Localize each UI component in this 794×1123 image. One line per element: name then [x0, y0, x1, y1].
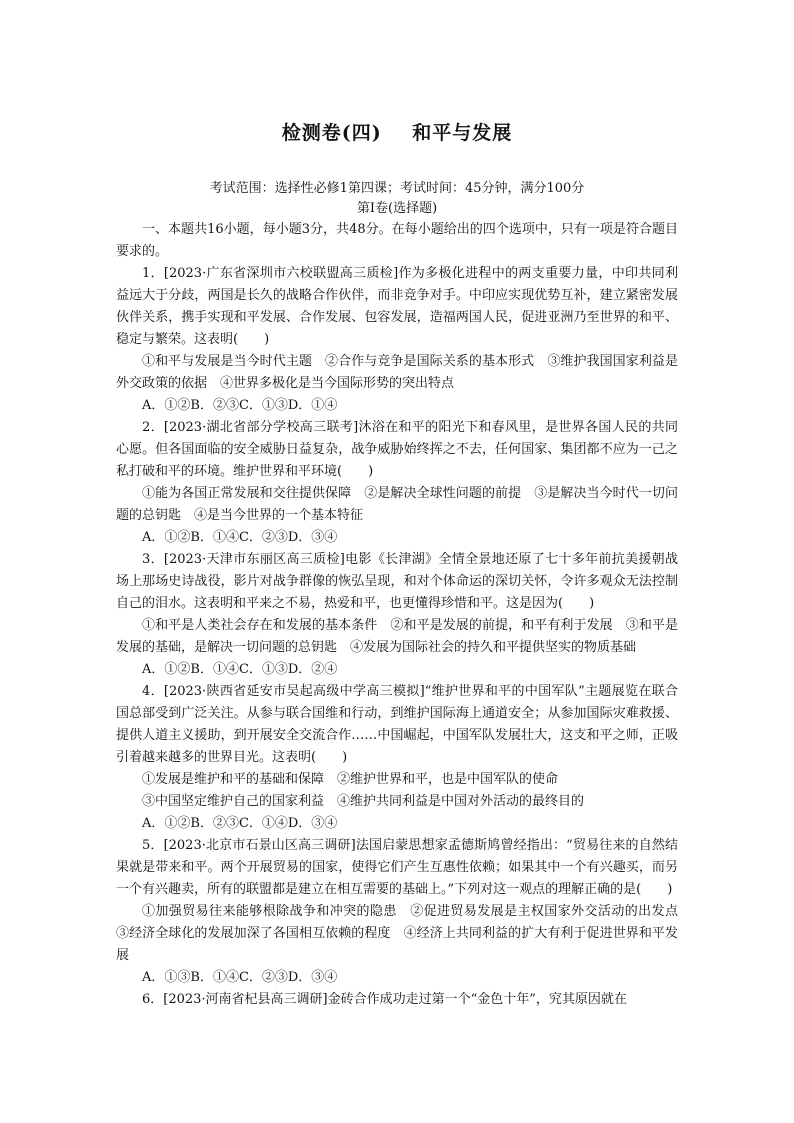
- question-options-line: ①发展是维护和平的基础和保障 ②维护世界和平，也是中国军队的使命: [142, 772, 559, 787]
- section-label: 第Ⅰ卷(选择题): [356, 201, 438, 216]
- question-stem: 1．[2023·广东省深圳市六校联盟高三质检]作为多极化进程中的两支重要力量，中印共同利益远大于分歧，两国是长久的战略合作伙伴，而非竞争对手。中印应实现优势互补，建立紧密发展伙伴关系，携手实现和平发展、合作发展、包容发展，造福两国人民，促进亚洲乃至世界的和平、稳定与繁荣。这表明( ): [116, 266, 678, 347]
- question-6: [116, 989, 678, 1011]
- question-options: ①和平是人类社会存在和发展的基本条件 ②和平是发展的前提，和平有利于发展 ③和平是发展的基础，是解决一切问题的总钥匙 ④发展为国际社会的持久和平提供坚实的物质基础: [116, 618, 678, 655]
- question-stem: 2．[2023·湖北省部分学校高三联考]沐浴在和平的阳光下和春风里，是世界各国人民的共同心愿。但各国面临的安全威胁日益复杂，战争威胁始终挥之不去，任何国家、集团都不应为一己之私打破和平的环境。维护世界和平环境( ): [116, 420, 678, 479]
- answer-choices: A．①②B．①④C．②③D．③④: [142, 530, 338, 545]
- question-5: [116, 835, 692, 989]
- question-stem: 3．[2023·天津市东丽区高三质检]电影《长津湖》全情全景地还原了七十多年前抗美援朝战场上那场史诗战役，影片对战争群像的恢弘呈现，和对个体命运的深切关怀，令许多观众无法控制自己的泪水。这表明和平来之不易，热爱和平，也更懂得珍惜和平。这是因为( ): [116, 552, 678, 611]
- question-2: [116, 417, 678, 549]
- question-4: [116, 681, 678, 835]
- question-options: ①加强贸易往来能够根除战争和冲突的隐患 ②促进贸易发展是主权国家外交活动的出发点 ③经济全球化的发展加深了各国相互依赖的程度 ④经济上共同利益的扩大有利于促进世界和平发展: [116, 904, 692, 963]
- question-options: ①和平与发展是当今时代主题 ②合作与竞争是国际关系的基本形式 ③维护我国国家利益是外交政策的依据 ④世界多极化是当今国际形势的突出特点: [116, 354, 678, 391]
- answer-choices: A．①③B．①④C．②③D．③④: [142, 970, 338, 985]
- question-3: [116, 549, 678, 681]
- question-1: [116, 263, 678, 417]
- question-stem: 6．[2023·河南省杞县高三调研]金砖合作成功走过第一个“金色十年”，究其原因就在: [142, 992, 627, 1007]
- page-title: 检测卷(四) 和平与发展: [281, 122, 513, 144]
- question-stem: 5．[2023·北京市石景山区高三调研]法国启蒙思想家孟德斯鸠曾经指出：“贸易往来的自然结果就是带来和平。两个开展贸易的国家，使得它们产生互惠性依赖；如果其中一个有兴趣买，而另一个有兴趣卖，所有的联盟都是建立在相互需要的基础上。”下列对这一观点的理解正确的是( ): [116, 838, 678, 897]
- answer-choices: A．①②B．②③C．①③D．①④: [142, 398, 338, 413]
- instructions: 一、本题共16小题，每小题3分，共48分。在每小题给出的四个选项中，只有一项是符合题目要求的。: [116, 222, 678, 259]
- answer-choices: A．①②B．②③C．①④D．③④: [142, 816, 338, 831]
- question-options-line: ③中国坚定维护自己的国家利益 ④维护共同利益是中国对外活动的最终目的: [142, 794, 585, 809]
- question-stem: 4．[2023·陕西省延安市吴起高级中学高三模拟]“维护世界和平的中国军队”主题展览在联合国总部受到广泛关注。从参与联合国维和行动，到维护国际海上通道安全；从参加国际灾难救援、提供人道主义援助，到开展安全交流合作……中国崛起，中国军队发展壮大，这支和平之师，正吸引着越来越多的世界目光。这表明( ): [116, 684, 678, 765]
- question-options: ①能为各国正常发展和交往提供保障 ②是解决全球性问题的前提 ③是解决当今时代一切问题的总钥匙 ④是当今世界的一个基本特征: [116, 486, 678, 523]
- answer-choices: A．①②B．①④C．①③D．②④: [142, 662, 338, 677]
- exam-info: 考试范围：选择性必修1第四课；考试时间：45分钟，满分100分: [209, 181, 585, 196]
